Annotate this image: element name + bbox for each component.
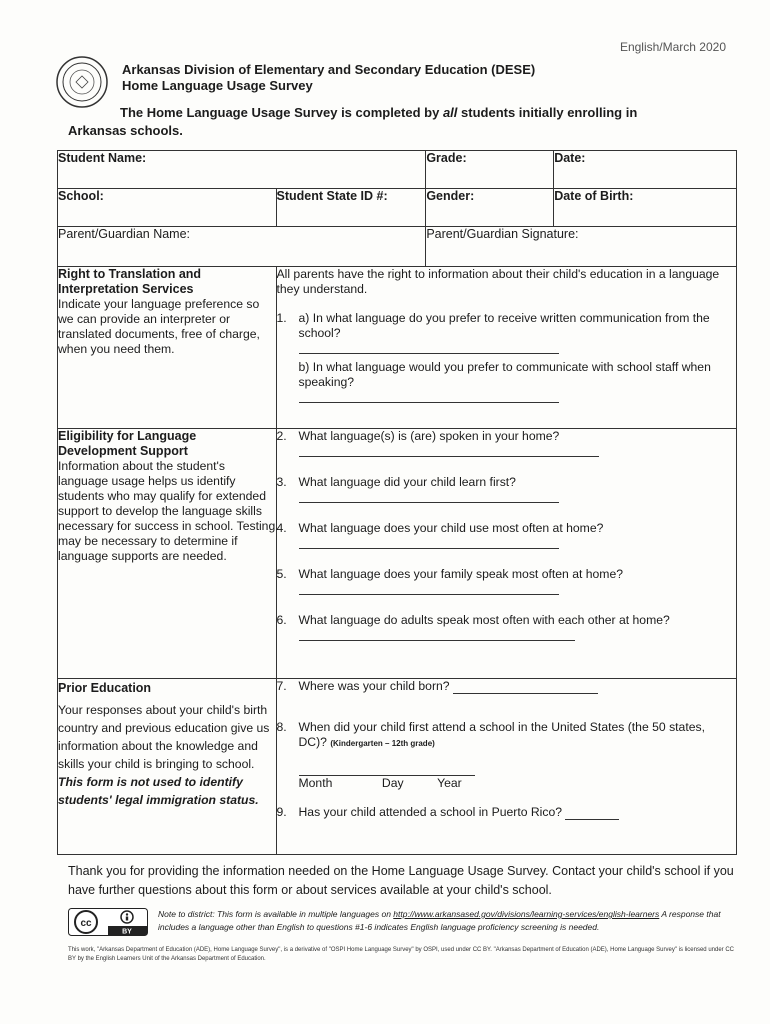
answer-3-line[interactable] [299,494,559,503]
gender-field[interactable]: Gender: [426,189,554,227]
license-credit: This work, "Arkansas Department of Education (ADE), Home Language Survey", is a derivative of "OSPI Home Language Survey" by OSPI, used under CC BY. "Arkansas Department of Education (ADE), Home Language Survey" is licensed under CC BY by the English Learners Unit of the Arkansas Department of Education. [68,947,734,962]
question-2: 2. What language(s) is (are) spoken in your home? [276,429,560,443]
form-title: Home Language Usage Survey [122,78,313,93]
learners-link[interactable]: http://www.arkansased.gov/divisions/learning-services/english-learners [393,909,660,919]
prior-education-info: Prior Education Your responses about your child's birth country and previous education give us information about the knowledge and skills your child is bringing to school. This form is not used to identify students' legal immigration status. [58,679,277,855]
district-note: Note to district: This form is available in multiple languages on http://www.arkansased.gov/divisions/learning-services/english-learners A response that includes a language other than English to questions #1-6 indicates English language proficiency screening is needed. [158,909,721,932]
answer-1b-line[interactable] [299,394,559,403]
answer-2-line[interactable] [299,448,599,457]
survey-table [57,150,737,855]
grade-field[interactable]: Grade: [426,151,554,189]
answer-7-line[interactable] [453,693,598,694]
question-1b: b) In what language would you prefer to communicate with school staff when speaking? [298,360,711,389]
school-field[interactable]: School: [58,189,277,227]
answer-4-line[interactable] [299,540,559,549]
answer-5-line[interactable] [299,586,559,595]
intro-text: The Home Language Usage Survey is completed by all students initially enrolling in Arkansas schools. [68,105,638,138]
svg-text:BY: BY [122,928,132,936]
eligibility-section-questions [276,429,737,679]
answer-8-line[interactable] [299,767,475,776]
state-id-field[interactable]: Student State ID #: [276,189,426,227]
question-1a: 1. a) In what language do you prefer to receive written communication from the school? [276,311,710,340]
state-seal-logo [56,56,108,108]
version-label: English/March 2020 [619,40,726,54]
parent-signature-field[interactable]: Parent/Guardian Signature: [426,227,737,267]
date-field[interactable]: Date: [554,151,737,189]
question-5: 5. What language does your family speak most often at home? [276,567,624,581]
question-9: 9. Has your child attended a school in Puerto Rico? [277,805,737,820]
question-7: 7. Where was your child born? [277,679,737,694]
question-3: 3. What language did your child learn first? [276,475,516,489]
dob-field[interactable]: Date of Birth: [554,189,737,227]
answer-9-line[interactable] [565,819,619,820]
svg-text:cc: cc [80,918,92,929]
question-4: 4. What language does your child use most often at home? [276,521,604,535]
question-8: 8. When did your child first attend a school in the United States (the 50 states, DC)? (Kindergarten – 12th grade) [276,720,705,749]
month-label: Month [298,776,333,790]
parent-name-field[interactable]: Parent/Guardian Name: [58,227,426,267]
translation-section-questions: All parents have the right to information about their child's education in a language they understand. 1. a) In what language do you prefer to receive written communication from the school? b) In what language would you prefer to communicate with school staff when speaking? [276,267,737,429]
student-name-field[interactable]: Student Name: [58,151,426,189]
org-title: Arkansas Division of Elementary and Secondary Education (DESE) [122,62,536,77]
prior-education-questions [276,679,737,855]
cc-by-license-icon [68,908,148,936]
answer-1a-line[interactable] [299,345,559,354]
year-label: Year [437,776,462,790]
eligibility-section-info: Eligibility for Language Development Support Information about the student's language usage helps us identify students who may qualify for extended support to develop the language skills necessary for success in school. Testing may be necessary to determine if language supports are needed. [58,429,277,679]
thank-you-text: Thank you for providing the information needed on the Home Language Usage Survey. Contact your child's school if you have further questions about this form or about services available at your child's school. [68,864,734,897]
day-label: Day [381,776,404,790]
translation-section-info: Right to Translation and Interpretation Services Indicate your language preference so we can provide an interpreter or translated documents, free of charge, when you need them. [58,267,277,429]
answer-6-line[interactable] [299,632,575,641]
question-6: 6. What language do adults speak most often with each other at home? [276,613,670,627]
